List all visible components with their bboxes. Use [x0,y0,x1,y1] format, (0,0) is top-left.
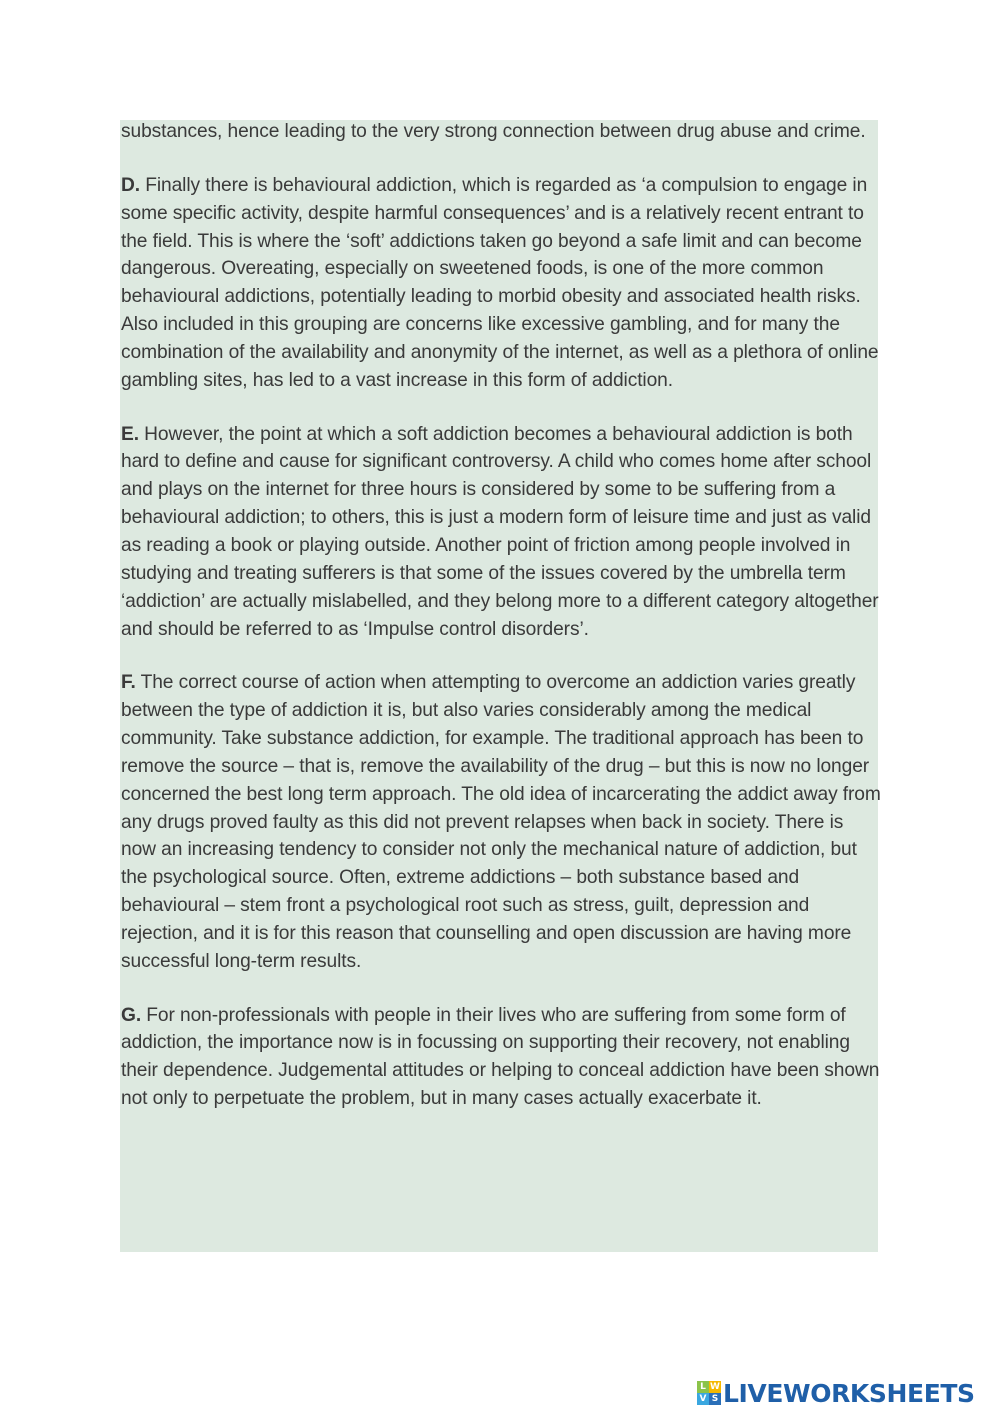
paragraph-letter: E. [121,423,139,445]
paragraph-text: Finally there is behavioural addiction, which is regarded as ‘a compulsion to engage in some specific activity, despite harmful consequences’ and is a relatively recent entrant to the field. This is where the ‘soft’ addictions taken go beyond a safe limit and can become dangerous. Overeating, especially on sweetened foods, is one of the more common behavioural addictions, potentially leading to morbid obesity and associated health risks. Also included in this grouping are concerns like excessive gambling, and for many the combination of the availability and anonymity of the internet, as well as a plethora of online gambling sites, has led to a vast increase in this form of addiction. [121,174,879,391]
logo-mark-icon [697,1381,721,1405]
paragraph-e [121,421,883,644]
paragraph-letter: D. [121,174,140,196]
paragraph-letter: G. [121,1004,142,1026]
paragraph-text: The correct course of action when attempting to overcome an addiction varies greatly between the type of addiction it is, but also varies considerably among the medical community. Take substance addiction, for example. The traditional approach has been to remove the source – that is, remove the availability of the drug – but this is now no longer concerned the best long term approach. The old idea of incarcerating the addict away from any drugs proved faulty as this did not prevent relapses when back in society. There is now an increasing tendency to consider not only the mechanical nature of addiction, but the psychological source. Often, extreme addictions – both substance based and behavioural – stem front a psychological root such as stress, guilt, depression and rejection, and it is for this reason that counselling and open discussion are having more successful long-term results. [121,672,881,972]
paragraph-d [121,172,883,395]
liveworksheets-logo [697,1377,975,1409]
brand-name: LIVEWORKSHEETS [723,1378,975,1408]
logo-letter: V [697,1393,709,1405]
paragraph-continuation [121,118,883,146]
paragraph-g [121,1002,883,1113]
paragraph-text: substances, hence leading to the very strong connection between drug abuse and crime. [121,121,866,142]
paragraph-text: However, the point at which a soft addiction becomes a behavioural addiction is both hard to define and cause for significant controversy. A child who comes home after school and plays on the internet for three hours is considered by some to be suffering from a behavioural addiction; to others, this is just a modern form of leisure time and just as valid as reading a book or playing outside. Another point of friction among people involved in studying and treating sufferers is that some of the issues covered by the umbrella term ‘addiction’ are actually mislabelled, and they belong more to a different category altogether and should be referred to as ‘Impulse control disorders’. [121,423,879,640]
paragraph-text: For non-professionals with people in their lives who are suffering from some form of addiction, the importance now is in focussing on supporting their recovery, not enabling their dependence. Judgemental attitudes or helping to conceal addiction have been shown not only to perpetuate the problem, but in many cases actually exacerbate it. [121,1004,880,1110]
logo-letter: S [709,1393,721,1405]
paragraph-letter: F. [121,672,136,694]
logo-letter: W [710,1381,720,1392]
logo-letter: L [697,1381,709,1393]
paragraph-f [121,669,883,975]
reading-passage [121,118,883,1139]
